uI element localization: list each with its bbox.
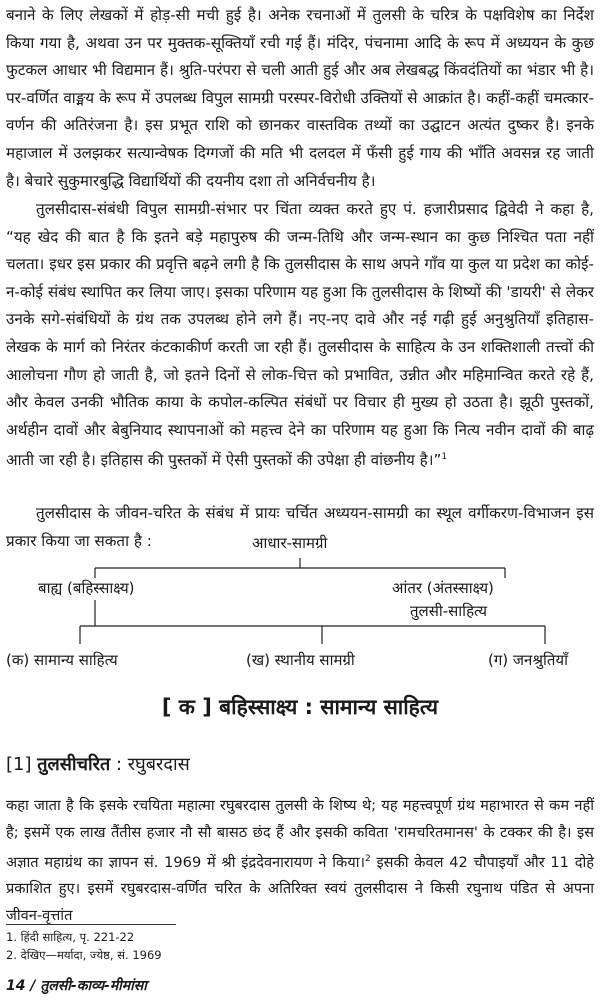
sub-heading	[6, 752, 190, 776]
tree-leaf-general-literature: (क) सामान्य साहित्य	[6, 651, 118, 669]
footnote-divider	[6, 924, 176, 925]
page-footer: 14 / तुलसी-काव्य-मीमांसा	[6, 978, 147, 994]
tree-right-child-label: तुलसी-साहित्य	[410, 602, 488, 620]
paragraph-tulsicharit	[6, 793, 594, 929]
sub-heading-title: तुलसीचरित	[37, 754, 111, 775]
tree-root-label: आधार-सामग्री	[252, 534, 328, 552]
paragraph-classification: तुलसीदास के जीवन-चरित के संबंध में प्रायः चर्चित अध्ययन-सामग्री का स्थूल वर्गीकरण-विभाजन इस प्रकार किया जा सकता है :	[6, 504, 594, 550]
tree-right-label: आंतर (अंतस्साक्ष्य)	[392, 579, 494, 597]
tree-leaf-local-material: (ख) स्थानीय सामग्री	[246, 651, 355, 669]
section-heading: [ क ] बहिस्साक्ष्य : सामान्य साहित्य	[161, 695, 439, 719]
footnote-1: 1. हिंदी साहित्य, पृ. 221-22	[6, 930, 135, 944]
quote-text: तुलसीदास-संबंधी विपुल सामग्री-संभार पर चिंता व्यक्त करते हुए पं. हजारीप्रसाद द्विवेदी ने कहा है, “यह खेद की बात है कि इतने बड़े महापुरुष की जन्म-तिथि और जन्म-स्थान का कुछ निश्चित पता नहीं चलता। इधर इस प्रकार की प्रवृत्ति बढ़ने लगी है कि तुलसीदास के साथ अपने गाँव या कुल या प्रदेश का कोई-न-कोई संबंध स्थापित कर लिया जाए। इसका परिणाम यह हुआ कि तुलसीदास के शिष्यों की 'डायरी' से लेकर उनके सगे-संबंधियों के ग्रंथ तक उपलब्ध होने लगे हैं। नए-नए दावे और नई गढ़ी हुई अनुश्रुतियाँ इतिहास-लेखक के मार्ग को निरंतर कंटकाकीर्ण करती जा रही हैं। तुलसीदास के साहित्य के उन शक्तिशाली तत्त्वों की आलोचना गौण हो जाती है, जो इतने दिनों से लोक-चित्त को प्रभावित, उन्नीत और महिमान्वित करते रहे हैं, और केवल उनकी भौतिक काया के कपोल-कल्पित संबंधों पर विचार ही मुख्य हो उठता है। झूठी पुस्तकों, अर्थहीन दावों और बेबुनियाद स्थापनाओं को महत्त्व देने का परिणाम यह हुआ कि नित्य नवीन दावों की बाढ़ आती जा रही है। इतिहास की पुस्तकों में ऐसी पुस्तकों की उपेक्षा ही वांछनीय है।”	[6, 200, 594, 470]
sub-heading-author: : रघुबरदास	[110, 754, 190, 775]
sub-heading-number: [1]	[6, 754, 32, 775]
tree-leaf-folklore: (ग) जनश्रुतियाँ	[488, 651, 569, 669]
footnote-2: 2. देखिए—मर्यादा, ज्येष्ठ, सं. 1969	[6, 948, 162, 962]
tulsicharit-text: कहा जाता है कि इसके रचयिता महात्मा रघुबरदास तुलसी के शिष्य थे; यह महत्त्वपूर्ण ग्रंथ महाभारत से कम नहीं है; इसमें एक लाख तैंतीस हजार नौ सौ बासठ छंद हैं और इसकी कविता 'रामचरितमानस' के टक्कर की है। इस अज्ञात महाग्रंथ का ज्ञापन सं. 1969 में श्री इंद्रदेवनारायण ने किया।	[6, 797, 594, 871]
paragraph-intro: बनाने के लिए लेखकों में होड़-सी मची हुई है। अनेक रचनाओं में तुलसी के चरित्र के पक्षविशेष का निर्देश किया गया है, अथवा उन पर मुक्तक-सूक्तियाँ रची गई हैं। मंदिर, पंचनामा आदि के रूप में अध्ययन के कुछ फुटकल आधार भी विद्यमान हैं। श्रुति-परंपरा से चली आती हुई और अब लेखबद्ध किंवदंतियों का भंडार भी है। पर-वर्णित वाङ्मय के रूप में उपलब्ध विपुल सामग्री परस्पर-विरोधी उक्तियों से आक्रांत है। कहीं-कहीं चमत्कार-वर्णन की अतिरंजना है। इस प्रभूत राशि को छानकर वास्तविक तथ्यों का उद्घाटन अत्यंत दुष्कर है। इनके महाजाल में उलझकर सत्यान्वेषक दिग्गजों की मति भी दलदल में फँसी हुई गाय की भाँति अवसन्न रह जाती है। बेचारे सुकुमारबुद्धि विद्यार्थियों की दयनीय दशा तो अनिर्वचनीय है।	[6, 6, 594, 190]
footnote-ref-2: 2	[365, 854, 371, 864]
footnote-ref-1: 1	[441, 452, 448, 463]
tulsicharit-text-tail: इसकी केवल 42 चौपाइयाँ और 11 दोहे प्रकाशित हुए। इसमें रघुबरदास-वर्णित चरित के अतिरिक्त स्वयं तुलसीदास ने किसी रघुनाथ पंडित से अपना जीवन-वृत्तांत	[6, 853, 594, 924]
tree-left-label: बाह्य (बहिस्साक्ष्य)	[38, 579, 135, 597]
